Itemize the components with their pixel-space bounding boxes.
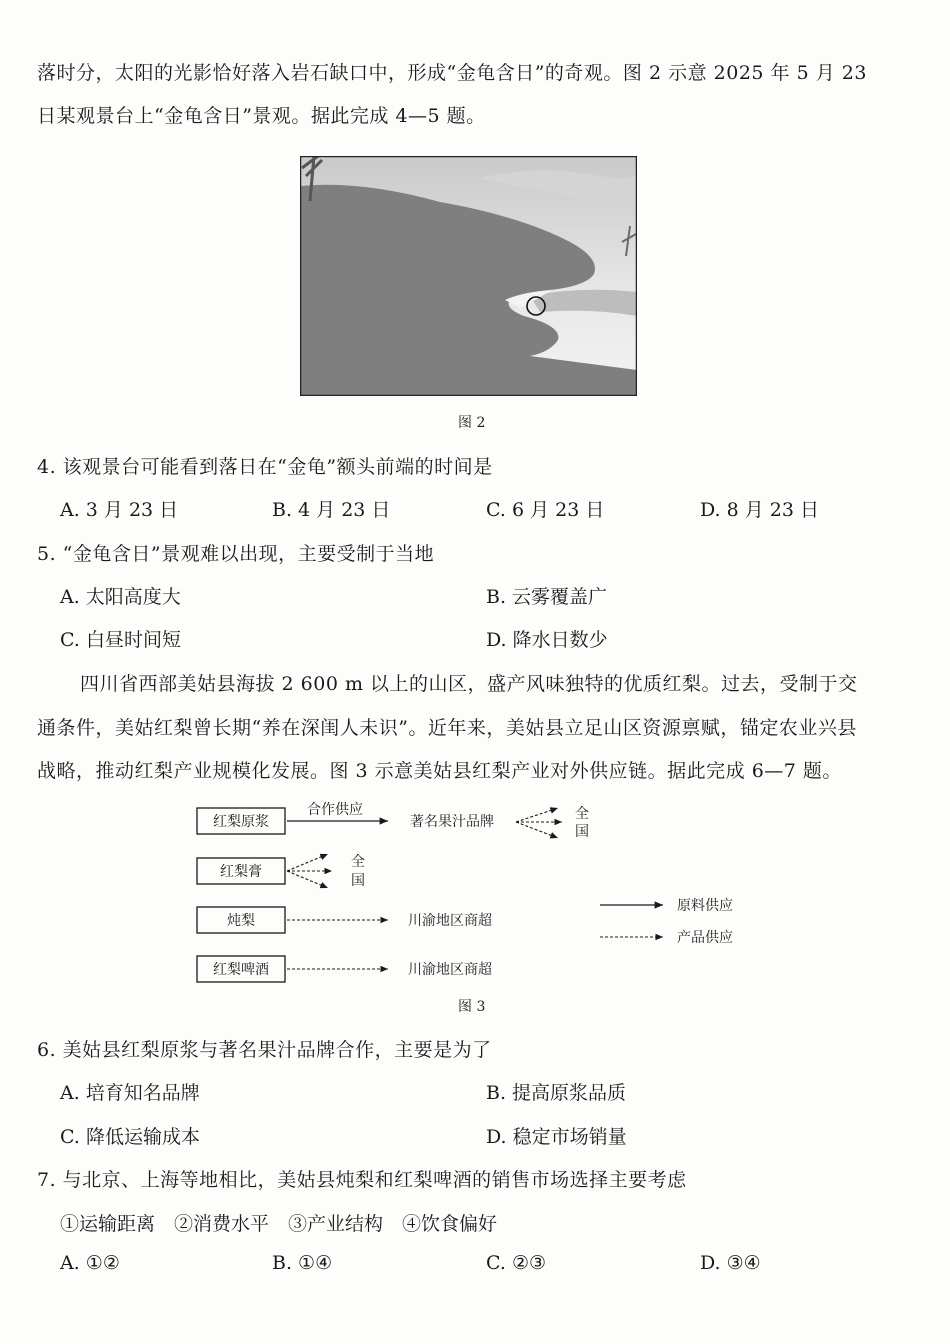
q7-option-b[interactable]: B. ①④ — [272, 1252, 333, 1274]
label-nation-1a: 全 — [575, 806, 589, 822]
q6-option-d[interactable]: D. 稳定市场销量 — [486, 1126, 627, 1148]
label-nation-2a: 全 — [351, 854, 365, 870]
arrow-brand-nation-1 — [516, 808, 558, 822]
label-nation-2b: 国 — [351, 873, 365, 889]
label-raw-juice: 红梨原浆 — [213, 814, 269, 830]
label-stewed-pear: 炖梨 — [227, 913, 255, 929]
label-chuanyu-2: 川渝地区商超 — [408, 962, 492, 978]
q4-option-c[interactable]: C. 6 月 23 日 — [486, 499, 605, 521]
label-cooperation: 合作供应 — [307, 802, 363, 818]
passage2-line-3: 战略，推动红梨产业规模化发展。图 3 示意美姑县红梨产业对外供应链。据此完成 6—7 题。 — [37, 760, 842, 782]
label-brand: 著名果汁品牌 — [410, 814, 494, 830]
figure3-caption: 图 3 — [458, 999, 486, 1015]
legend-raw-label: 原料供应 — [677, 898, 733, 914]
q6-stem: 6. 美姑县红梨原浆与著名果汁品牌合作，主要是为了 — [37, 1039, 492, 1061]
arrow-paste-nation-1 — [287, 854, 328, 871]
arrow-brand-nation-3 — [516, 822, 558, 838]
q5-option-d[interactable]: D. 降水日数少 — [486, 629, 608, 651]
q6-option-a[interactable]: A. 培育知名品牌 — [60, 1082, 200, 1104]
q7-option-a[interactable]: A. ①② — [60, 1252, 120, 1274]
q7-option-d[interactable]: D. ③④ — [700, 1252, 761, 1274]
label-pear-paste: 红梨膏 — [220, 864, 262, 880]
q4-option-d[interactable]: D. 8 月 23 日 — [700, 499, 820, 521]
q4-option-a[interactable]: A. 3 月 23 日 — [60, 499, 179, 521]
q7-stem: 7. 与北京、上海等地相比，美姑县炖梨和红梨啤酒的销售市场选择主要考虑 — [37, 1169, 687, 1191]
q5-option-b[interactable]: B. 云雾覆盖广 — [486, 586, 608, 608]
q5-option-c[interactable]: C. 白昼时间短 — [60, 629, 181, 651]
figure2-caption: 图 2 — [458, 415, 486, 431]
intro-line-1: 落时分，太阳的光影恰好落入岩石缺口中，形成“金龟含日”的奇观。图 2 示意 2025 年 5 月 23 — [37, 62, 867, 84]
q7-factors: ①运输距离 ②消费水平 ③产业结构 ④饮食偏好 — [60, 1213, 498, 1235]
label-nation-1b: 国 — [575, 824, 589, 840]
q4-stem: 4. 该观景台可能看到落日在“金龟”额头前端的时间是 — [37, 456, 493, 478]
legend-product-label: 产品供应 — [677, 930, 733, 946]
passage2-line-1: 四川省西部美姑县海拔 2 600 m 以上的山区，盛产风味独特的优质红梨。过去，受制于交 — [80, 673, 858, 695]
q5-option-a[interactable]: A. 太阳高度大 — [60, 586, 181, 608]
golden-turtle-photo — [300, 156, 637, 396]
label-pear-beer: 红梨啤酒 — [213, 962, 269, 978]
label-chuanyu-1: 川渝地区商超 — [408, 913, 492, 929]
q4-option-b[interactable]: B. 4 月 23 日 — [272, 499, 391, 521]
intro-line-2: 日某观景台上“金龟含日”景观。据此完成 4—5 题。 — [37, 105, 486, 127]
q7-option-c[interactable]: C. ②③ — [486, 1252, 547, 1274]
q5-stem: 5. “金龟含日”景观难以出现，主要受制于当地 — [37, 543, 435, 565]
supply-chain-diagram — [180, 792, 780, 992]
passage2-line-2: 通条件，美姑红梨曾长期“养在深闺人未识”。近年来，美姑县立足山区资源禀赋，锚定农业兴县 — [37, 717, 857, 739]
arrow-paste-nation-3 — [287, 871, 328, 888]
q6-option-b[interactable]: B. 提高原浆品质 — [486, 1082, 627, 1104]
q6-option-c[interactable]: C. 降低运输成本 — [60, 1126, 200, 1148]
